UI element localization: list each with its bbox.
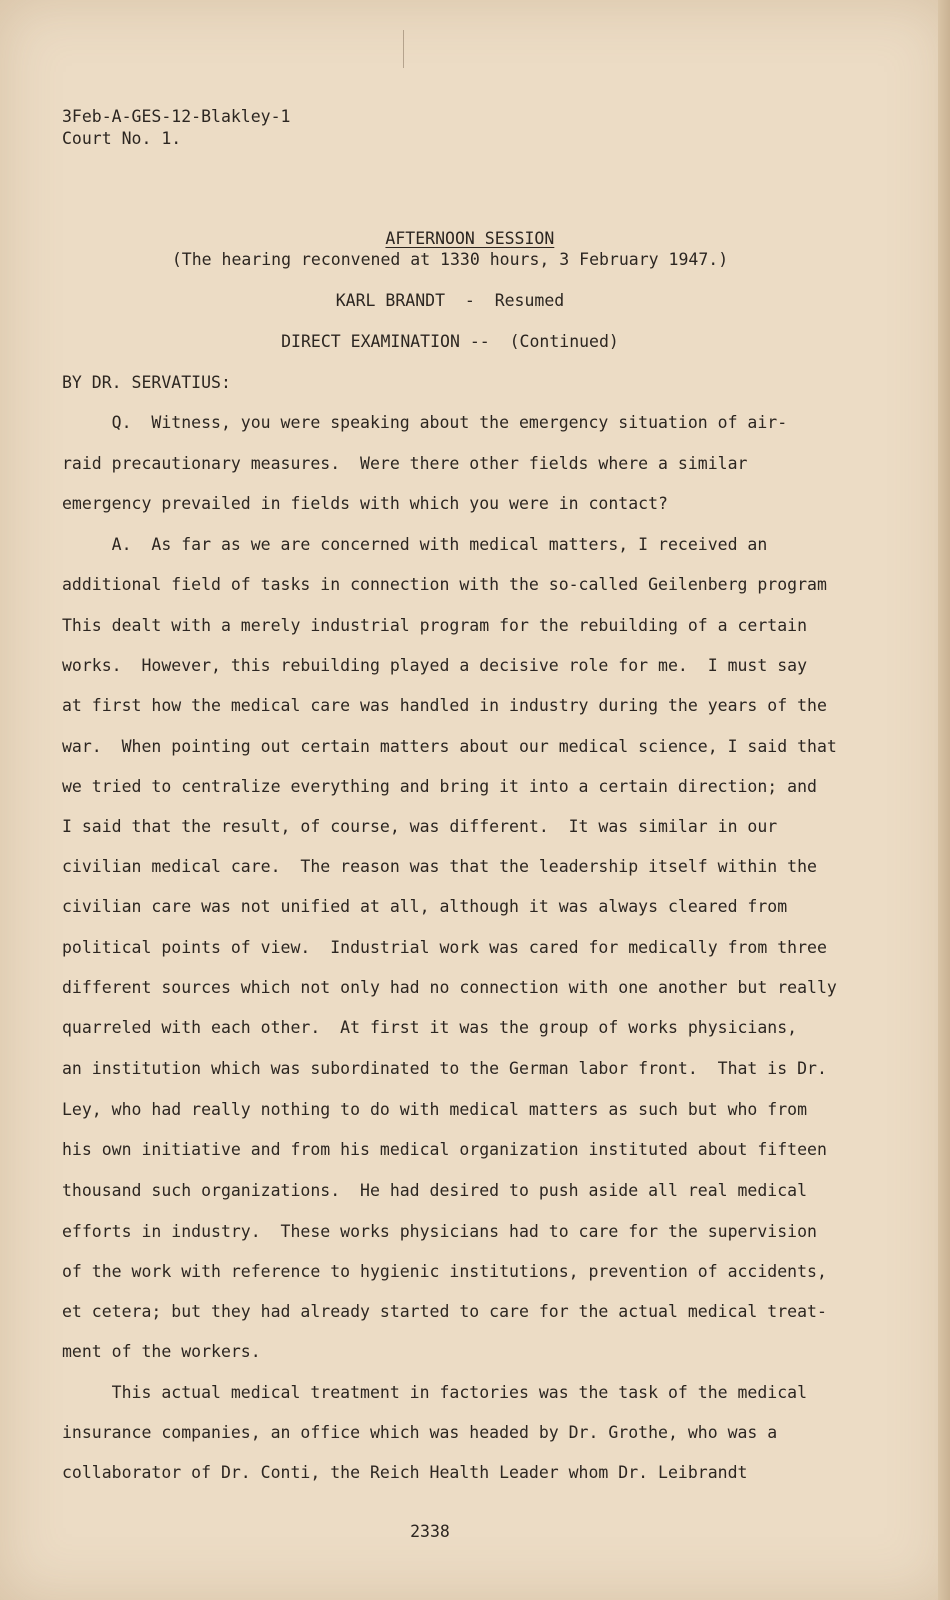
witness-line: KARL BRANDT - Resumed (335, 291, 565, 310)
body-line: additional field of tasks in connection with the so-called Geilenberg program (62, 575, 827, 594)
session-title-text: AFTERNOON SESSION (385, 229, 555, 248)
reconvened-note: (The hearing reconvened at 1330 hours, 3 February 1947.) (171, 250, 729, 269)
body-line: I said that the result, of course, was different. It was similar in our (62, 817, 778, 836)
body-line: This actual medical treatment in factories was the task of the medical (62, 1383, 808, 1402)
binding-mark (403, 30, 404, 68)
body-line: civilian care was not unified at all, although it was always cleared from (62, 897, 788, 916)
document-reference: 3Feb-A-GES-12-Blakley-1 (62, 107, 291, 126)
paper-edge (938, 0, 950, 1600)
body-line: raid precautionary measures. Were there other fields where a similar (62, 454, 748, 473)
body-line: at first how the medical care was handled in industry during the years of the (62, 696, 827, 715)
body-line: This dealt with a merely industrial program for the rebuilding of a certain (62, 616, 808, 635)
body-line: Q. Witness, you were speaking about the emergency situation of air- (62, 413, 788, 432)
body-line: collaborator of Dr. Conti, the Reich Health Leader whom Dr. Leibrandt (62, 1463, 748, 1482)
body-line: quarreled with each other. At first it was the group of works physicians, (62, 1018, 798, 1037)
body-line: his own initiative and from his medical organization instituted about fifteen (62, 1140, 827, 1159)
body-line: insurance companies, an office which was headed by Dr. Grothe, who was a (62, 1423, 778, 1442)
body-line: thousand such organizations. He had desired to push aside all real medical (62, 1181, 808, 1200)
body-line: Ley, who had really nothing to do with medical matters as such but who from (62, 1100, 808, 1119)
body-line: of the work with reference to hygienic institutions, prevention of accidents, (62, 1262, 827, 1281)
body-line: war. When pointing out certain matters about our medical science, I said that (62, 737, 837, 756)
body-line: ment of the workers. (62, 1342, 261, 1361)
page-number: 2338 (410, 1522, 450, 1541)
body-line: different sources which not only had no connection with one another but really (62, 978, 837, 997)
body-line: we tried to centralize everything and bring it into a certain direction; and (62, 777, 817, 796)
examination-line: DIRECT EXAMINATION -- (Continued) (281, 332, 619, 351)
body-line: A. As far as we are concerned with medical matters, I received an (62, 535, 768, 554)
by-line: BY DR. SERVATIUS: (62, 373, 231, 392)
body-line: et cetera; but they had already started to care for the actual medical treat- (62, 1302, 827, 1321)
body-line: an institution which was subordinated to the German labor front. That is Dr. (62, 1059, 827, 1078)
body-line: works. However, this rebuilding played a decisive role for me. I must say (62, 656, 808, 675)
court-number: Court No. 1. (62, 129, 182, 148)
body-line: civilian medical care. The reason was that the leadership itself within the (62, 857, 817, 876)
body-line: emergency prevailed in fields with which you were in contact? (62, 494, 668, 513)
body-line: efforts in industry. These works physicians had to care for the supervision (62, 1222, 817, 1241)
body-line: political points of view. Industrial work was cared for medically from three (62, 938, 827, 957)
